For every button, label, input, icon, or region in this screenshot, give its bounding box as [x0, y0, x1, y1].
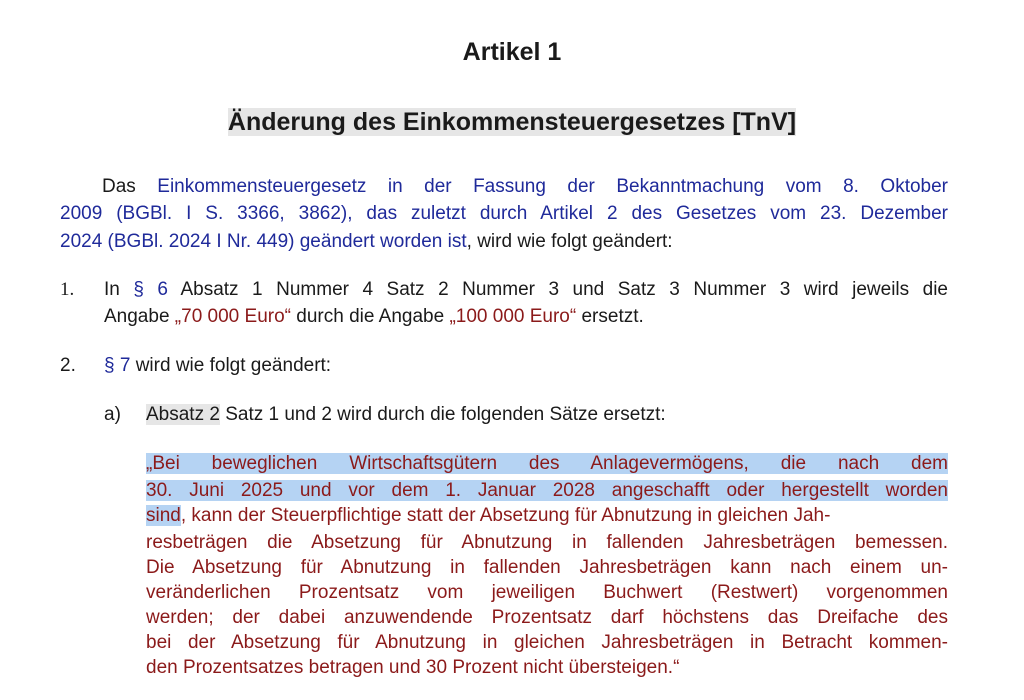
- item-1-text: ersetzt.: [576, 306, 644, 327]
- item-1-in: In: [104, 279, 134, 300]
- intro-tail: , wird wie folgt geändert:: [466, 231, 673, 252]
- quote-highlight: „Bei beweglichen Wirtschaftsgütern des Anlagevermögens, die nach dem: [146, 453, 948, 474]
- quote-line-9: den Prozentsatzes betragen und 30 Prozent nicht übersteigen.“: [146, 657, 680, 678]
- intro-reference-link[interactable]: 2024 (BGBl. 2024 I Nr. 449) geändert worden ist: [60, 231, 467, 252]
- absatz-2-ref: Absatz 2: [146, 404, 220, 425]
- item-1-text: durch die Angabe: [290, 306, 450, 327]
- subitem-a-line: [146, 402, 666, 428]
- item-2-number: 2.: [60, 355, 76, 376]
- item-1-text: Angabe: [104, 306, 175, 327]
- intro-line-3: [60, 229, 673, 255]
- quote-line-4: resbeträgen die Absetzung für Abnutzung in fallenden Jahresbeträgen bemessen.: [146, 532, 948, 553]
- item-2-text: wird wie folgt geändert:: [130, 355, 332, 376]
- item-1-line-1: [104, 277, 948, 303]
- item-2-line: [104, 353, 331, 379]
- quote-line-3: [146, 503, 830, 529]
- item-1-number: 1.: [60, 279, 75, 300]
- subitem-a-text: Satz 1 und 2 wird durch die folgenden Sätze ersetzt:: [219, 404, 666, 425]
- section-7-link[interactable]: § 7: [104, 355, 131, 376]
- old-amount: „70 000 Euro“: [174, 306, 291, 327]
- quote-line-8: bei der Absetzung für Abnutzung in gleichen Jahresbeträgen in Betracht kommen-: [146, 632, 948, 653]
- subitem-a-label: a): [104, 404, 121, 425]
- intro-reference-link[interactable]: Einkommensteuergesetz in der Fassung der Bekanntmachung vom 8. Oktober: [157, 176, 949, 197]
- section-6-link[interactable]: § 6: [133, 279, 168, 300]
- intro-lead: Das: [102, 176, 158, 197]
- law-title: Änderung des Einkommensteuergesetzes [TnV]: [227, 108, 797, 136]
- article-title: Artikel 1: [462, 38, 562, 66]
- quote-line-2: [146, 478, 948, 504]
- law-change-heading: [0, 108, 1024, 137]
- intro-line-2: [60, 201, 948, 227]
- quote-text: , kann der Steuerpflichtige statt der Absetzung für Abnutzung in gleichen Jah-: [180, 505, 831, 526]
- item-1-line-2: [104, 304, 644, 330]
- quote-highlight: sind: [146, 505, 181, 526]
- item-1-text: Absatz 1 Nummer 4 Satz 2 Nummer 3 und Satz 3 Nummer 3 wird jeweils die: [168, 279, 948, 300]
- quote-line-5: Die Absetzung für Abnutzung in fallenden Jahresbeträgen kann nach einem un-: [146, 557, 948, 578]
- intro-line-1: [102, 174, 948, 200]
- quote-highlight: 30. Juni 2025 und vor dem 1. Januar 2028 angeschafft oder hergestellt worden: [146, 480, 948, 501]
- quote-line-6: veränderlichen Prozentsatz vom jeweiligen Buchwert (Restwert) vorgenommen: [146, 582, 948, 603]
- quote-line-7: werden; der dabei anzuwendende Prozentsatz darf höchstens das Dreifache des: [146, 607, 948, 628]
- article-heading: [0, 38, 1024, 67]
- new-amount: „100 000 Euro“: [449, 306, 577, 327]
- intro-reference-link[interactable]: 2009 (BGBl. I S. 3366, 3862), das zuletzt durch Artikel 2 des Gesetzes vom 23. Dezember: [60, 203, 948, 224]
- quote-line-1: [146, 451, 948, 477]
